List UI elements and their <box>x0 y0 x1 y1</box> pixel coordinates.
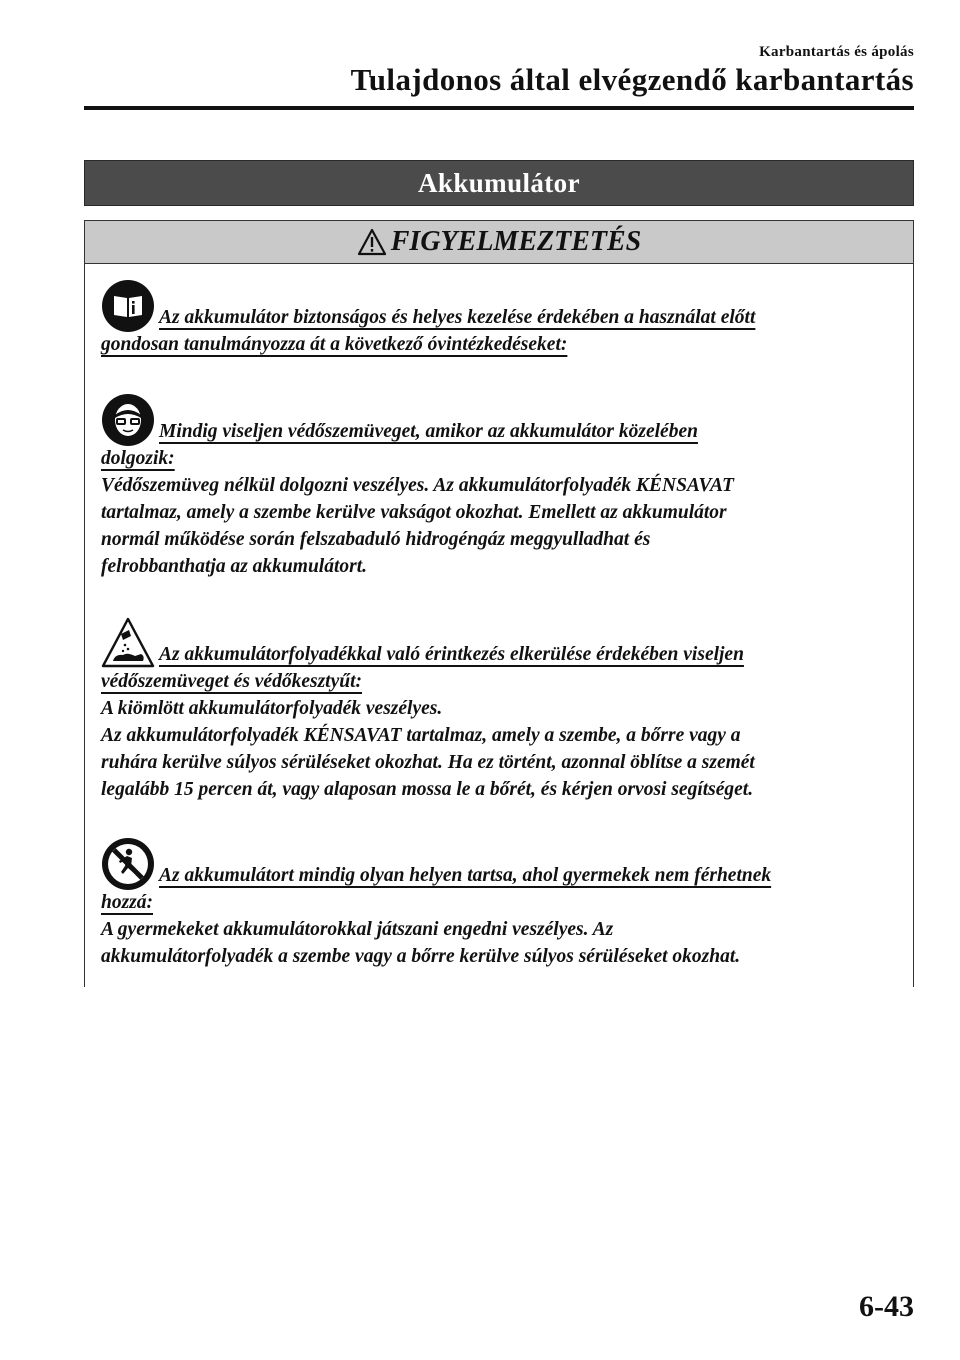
manual-book-icon <box>101 279 155 333</box>
safety-goggles-icon <box>101 393 155 447</box>
item-lead-continuation: hozzá: <box>101 892 154 913</box>
warning-item <box>101 616 897 803</box>
item-lead-text: Az akkumulátort mindig olyan helyen tartsa, ahol gyermekek nem férhetnek <box>159 865 772 886</box>
item-body-line: tartalmaz, amely a szembe kerülve vakságot okozhat. Emellett az akkumulátor <box>101 502 727 523</box>
item-body-line: felrobbanthatja az akkumulátort. <box>101 556 368 577</box>
warning-item <box>101 837 897 970</box>
item-lead-text: Az akkumulátorfolyadékkal való érintkezés elkerülése érdekében viseljen <box>159 644 744 665</box>
page-number: 6-43 <box>859 1290 914 1323</box>
warning-triangle-icon <box>357 228 387 256</box>
warning-item <box>101 279 897 358</box>
item-body-line: normál működése során felszabaduló hidrogéngáz meggyulladhat és <box>101 529 651 550</box>
item-body-line: Védőszemüveg nélkül dolgozni veszélyes. Az akkumulátorfolyadék KÉNSAVAT <box>101 475 734 496</box>
chapter-subtitle: Karbantartás és ápolás <box>759 44 914 60</box>
warning-box <box>84 220 914 987</box>
item-body-line: A kiömlött akkumulátorfolyadék veszélyes. <box>101 698 443 719</box>
section-title: Akkumulátor <box>418 167 580 198</box>
section-title-bar <box>84 160 914 206</box>
warning-heading: FIGYELMEZTETÉS <box>390 226 642 257</box>
item-body-line: akkumulátorfolyadék a szembe vagy a bőrre kerülve súlyos sérüléseket okozhat. <box>101 946 741 967</box>
item-body-line: ruhára kerülve súlyos sérüléseket okozhat. Ha ez történt, azonnal öblítse a szemét <box>101 752 755 773</box>
item-lead-text: Az akkumulátor biztonságos és helyes kezelése érdekében a használat előtt <box>159 307 756 328</box>
keep-away-children-icon <box>101 837 155 891</box>
warning-header <box>85 221 913 264</box>
header-rule <box>84 106 914 110</box>
item-body-line: A gyermekeket akkumulátorokkal játszani engedni veszélyes. Az <box>101 919 614 940</box>
item-lead-continuation: dolgozik: <box>101 448 175 469</box>
item-body-line: legalább 15 percen át, vagy alaposan mossa le a bőrét, és kérjen orvosi segítséget. <box>101 779 754 800</box>
chapter-title: Tulajdonos által elvégzendő karbantartás <box>350 62 914 97</box>
corrosive-hazard-icon <box>101 616 155 670</box>
item-body-line: Az akkumulátorfolyadék KÉNSAVAT tartalmaz, amely a szembe, a bőrre vagy a <box>101 725 741 746</box>
item-lead-text: Mindig viseljen védőszemüveget, amikor az akkumulátor közelében <box>159 421 698 442</box>
warning-item <box>101 393 897 580</box>
item-lead-continuation: gondosan tanulmányozza át a következő óvintézkedéseket: <box>101 334 568 355</box>
item-lead-continuation: védőszemüveget és védőkesztyűt: <box>101 671 363 692</box>
